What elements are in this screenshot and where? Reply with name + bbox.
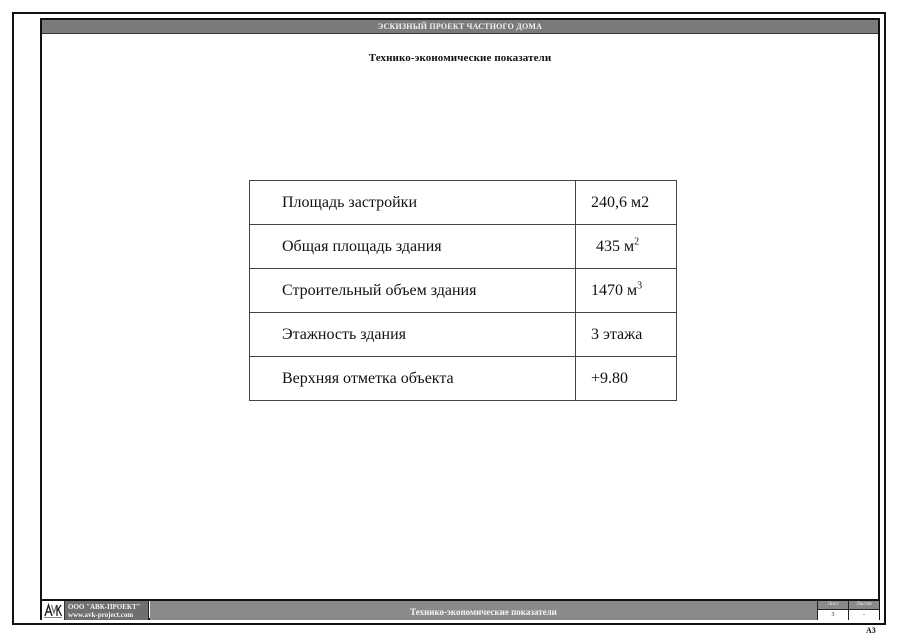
sheets-label: Листов [849,601,879,609]
table-row [250,357,677,401]
page-title: Технико-экономические показатели [368,52,552,64]
indicator-value-text: 240,6 м2 [591,193,650,211]
company-logo [42,601,65,620]
indicator-value [576,225,677,269]
indicator-label: Строительный объем здания [250,269,576,313]
sheets-total: - [849,609,879,620]
indicator-label: Общая площадь здания [250,225,576,269]
paper-format: A3 [866,626,876,635]
indicator-value [576,181,677,225]
indicator-value [576,357,677,401]
table-row [250,313,677,357]
indicator-value-text: 1470 м [591,281,638,299]
table-row [250,269,677,313]
drawing-title: Технико-экономические показатели [150,601,817,620]
company-info [65,601,149,620]
indicators-table [249,180,677,401]
indicator-value [576,313,677,357]
company-website: www.avk-project.com [68,611,134,619]
indicator-label: Этажность здания [250,313,576,357]
indicator-value-text: +9.80 [591,369,629,387]
indicator-label: Площадь застройки [250,181,576,225]
sheet-number: 3 [818,609,848,620]
table-row [250,181,677,225]
sheet-number-cell [817,601,848,620]
indicator-unit-exponent: 2 [634,236,640,248]
indicator-value-text: 435 м [596,237,635,255]
table-row [250,225,677,269]
indicator-value-text: 3 этажа [591,325,643,343]
company-name: ООО "АВК-ПРОЕКТ" [68,603,141,611]
sheet-label: Лист [818,601,848,609]
indicator-unit-exponent: 3 [637,280,643,292]
avk-logo-icon [43,602,63,619]
indicator-value [576,269,677,313]
sheets-total-cell [848,601,879,620]
drawing-frame [40,18,880,620]
title-block [42,599,878,620]
indicator-label: Верхняя отметка объекта [250,357,576,401]
project-header: ЭСКИЗНЫЙ ПРОЕКТ ЧАСТНОГО ДОМА [42,20,878,34]
